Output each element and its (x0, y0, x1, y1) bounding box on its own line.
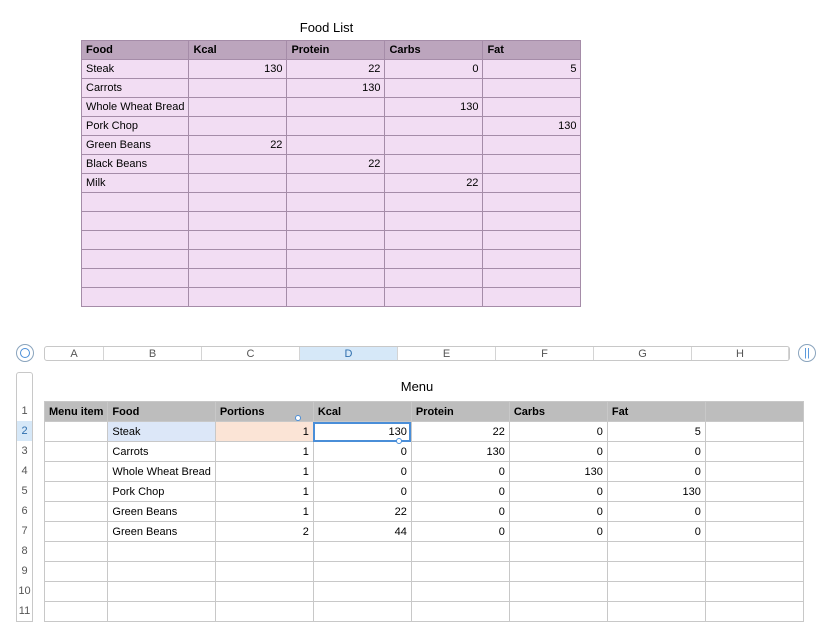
row-header-1[interactable]: 1 (21, 405, 28, 417)
table-cell[interactable] (705, 422, 803, 442)
table-cell[interactable]: 0 (385, 60, 483, 79)
table-cell[interactable] (411, 542, 509, 562)
table-cell[interactable]: 0 (509, 422, 607, 442)
table-cell[interactable] (313, 562, 411, 582)
table-cell[interactable] (82, 250, 189, 269)
column-header-bar[interactable] (44, 346, 790, 361)
table-cell[interactable]: 22 (411, 422, 509, 442)
table-cell[interactable]: 22 (313, 502, 411, 522)
table-cell[interactable]: 44 (313, 522, 411, 542)
table-cell[interactable]: Green Beans (82, 136, 189, 155)
table-cell[interactable] (82, 269, 189, 288)
header-cell[interactable]: Kcal (313, 402, 411, 422)
table-cell[interactable] (385, 136, 483, 155)
table-cell[interactable] (45, 462, 108, 482)
table-cell[interactable]: 0 (607, 462, 705, 482)
table-cell[interactable]: 0 (509, 442, 607, 462)
table-cell[interactable] (45, 582, 108, 602)
selection-handle-bottom[interactable] (396, 438, 402, 444)
table-row (45, 502, 804, 522)
header-cell[interactable]: Protein (287, 41, 385, 60)
table-cell[interactable]: 22 (189, 136, 287, 155)
table-cell[interactable] (108, 542, 215, 562)
table-row (45, 542, 804, 562)
table-cell[interactable] (82, 288, 189, 307)
row-header-10[interactable]: 10 (18, 585, 31, 597)
table-cell[interactable] (411, 562, 509, 582)
table-cell[interactable] (189, 212, 287, 231)
column-header-b[interactable]: B (104, 347, 202, 360)
table-cell[interactable] (82, 231, 189, 250)
table-cell[interactable] (483, 174, 581, 193)
row-header-3[interactable]: 3 (21, 445, 28, 457)
table-cell[interactable] (189, 231, 287, 250)
table-cell[interactable] (509, 582, 607, 602)
table-cell[interactable]: 5 (607, 422, 705, 442)
table-cell[interactable] (189, 174, 287, 193)
table-row (82, 98, 581, 117)
table-cell[interactable]: Steak (108, 422, 215, 442)
table-cell[interactable] (705, 502, 803, 522)
table-cell[interactable] (287, 269, 385, 288)
table-cell[interactable] (385, 250, 483, 269)
table-cell[interactable] (483, 155, 581, 174)
table-cell[interactable] (705, 482, 803, 502)
table-cell[interactable] (385, 288, 483, 307)
table-cell[interactable] (385, 193, 483, 212)
table-cell[interactable] (483, 79, 581, 98)
table-row (82, 212, 581, 231)
active-cell[interactable]: 130 (313, 422, 411, 442)
table-row (45, 522, 804, 542)
table-cell[interactable]: Carrots (82, 79, 189, 98)
column-header-f[interactable]: F (496, 347, 594, 360)
pause-icon[interactable]: || (798, 344, 816, 362)
row-header-4[interactable]: 4 (21, 465, 28, 477)
header-cell[interactable]: Food (108, 402, 215, 422)
table-cell[interactable] (45, 562, 108, 582)
table-cell[interactable] (705, 522, 803, 542)
table-cell[interactable]: 0 (313, 442, 411, 462)
table-cell[interactable] (287, 174, 385, 193)
table-cell[interactable] (287, 231, 385, 250)
table-cell[interactable] (189, 250, 287, 269)
table-cell[interactable]: 1 (215, 462, 313, 482)
table-row (45, 602, 804, 622)
table-cell[interactable] (45, 602, 108, 622)
food-list-title: Food List (299, 20, 354, 35)
table-cell[interactable] (287, 98, 385, 117)
table-row (82, 79, 581, 98)
table-cell[interactable] (45, 522, 108, 542)
row-header-8[interactable]: 8 (21, 545, 28, 557)
column-header-a[interactable]: A (45, 347, 104, 360)
table-cell[interactable] (411, 582, 509, 602)
table-cell[interactable] (287, 136, 385, 155)
table-cell[interactable] (483, 288, 581, 307)
table-cell[interactable] (385, 117, 483, 136)
table-row (45, 562, 804, 582)
table-cell[interactable] (215, 542, 313, 562)
table-cell[interactable] (108, 562, 215, 582)
table-cell[interactable] (215, 562, 313, 582)
table-select-icon[interactable] (16, 344, 34, 362)
table-cell[interactable] (287, 212, 385, 231)
table-cell[interactable]: Green Beans (108, 502, 215, 522)
table-cell[interactable]: 0 (411, 522, 509, 542)
table-cell[interactable] (607, 542, 705, 562)
row-header-5[interactable]: 5 (21, 485, 28, 497)
menu-table[interactable] (44, 401, 804, 622)
table-cell[interactable] (483, 98, 581, 117)
header-cell[interactable]: Fat (483, 41, 581, 60)
table-row (82, 288, 581, 307)
selection-handle-top[interactable] (295, 415, 301, 421)
column-header-e[interactable]: E (398, 347, 496, 360)
table-cell[interactable]: 130 (189, 60, 287, 79)
table-cell[interactable] (108, 582, 215, 602)
column-header-h[interactable]: H (692, 347, 789, 360)
table-cell[interactable]: 0 (313, 482, 411, 502)
column-header-g[interactable]: G (594, 347, 692, 360)
table-cell[interactable]: Green Beans (108, 522, 215, 542)
table-cell[interactable] (313, 542, 411, 562)
table-row (45, 482, 804, 502)
table-cell[interactable] (287, 288, 385, 307)
table-cell[interactable] (189, 288, 287, 307)
table-cell[interactable]: 130 (287, 79, 385, 98)
food-list-header-row (82, 41, 581, 60)
table-cell[interactable] (705, 562, 803, 582)
table-cell[interactable] (189, 155, 287, 174)
table-cell[interactable] (483, 250, 581, 269)
table-row (82, 231, 581, 250)
table-cell[interactable]: 0 (509, 482, 607, 502)
row-header-7[interactable]: 7 (21, 525, 28, 537)
table-row (45, 462, 804, 482)
header-cell[interactable]: Menu item (45, 402, 108, 422)
header-cell[interactable]: Carbs (385, 41, 483, 60)
table-cell[interactable] (287, 193, 385, 212)
table-cell[interactable]: Pork Chop (108, 482, 215, 502)
table-cell[interactable] (483, 212, 581, 231)
table-cell[interactable] (705, 542, 803, 562)
table-cell[interactable]: 22 (287, 60, 385, 79)
table-cell[interactable] (189, 117, 287, 136)
table-cell[interactable] (287, 250, 385, 269)
table-cell[interactable] (215, 602, 313, 622)
table-cell[interactable] (483, 231, 581, 250)
table-cell[interactable] (385, 155, 483, 174)
menu-title: Menu (400, 379, 434, 394)
column-header-c[interactable]: C (202, 347, 300, 360)
table-cell[interactable]: Steak (82, 60, 189, 79)
table-cell[interactable] (607, 602, 705, 622)
row-header-2[interactable]: 2 (17, 421, 32, 441)
table-cell[interactable]: 0 (411, 462, 509, 482)
table-cell[interactable]: 1 (215, 422, 313, 442)
table-cell[interactable] (82, 212, 189, 231)
table-cell[interactable] (189, 269, 287, 288)
table-cell[interactable]: Black Beans (82, 155, 189, 174)
table-cell[interactable] (385, 212, 483, 231)
table-cell[interactable] (385, 231, 483, 250)
table-cell[interactable] (509, 602, 607, 622)
table-cell[interactable]: 130 (607, 482, 705, 502)
table-row (82, 193, 581, 212)
food-list-table[interactable] (81, 40, 581, 307)
table-cell[interactable] (313, 582, 411, 602)
column-header-d[interactable]: D (300, 347, 398, 360)
table-cell[interactable]: 1 (215, 502, 313, 522)
table-cell[interactable] (313, 602, 411, 622)
table-cell[interactable] (385, 269, 483, 288)
header-cell[interactable]: Carbs (509, 402, 607, 422)
table-cell[interactable]: 0 (607, 502, 705, 522)
table-cell[interactable] (189, 98, 287, 117)
row-header-11[interactable]: 11 (18, 605, 31, 617)
table-cell[interactable]: 0 (607, 522, 705, 542)
table-cell[interactable] (45, 502, 108, 522)
table-row (45, 422, 804, 442)
table-cell[interactable] (82, 193, 189, 212)
row-header-6[interactable]: 6 (21, 505, 28, 517)
table-row (82, 174, 581, 193)
header-cell[interactable]: Protein (411, 402, 509, 422)
table-cell[interactable] (509, 562, 607, 582)
table-cell[interactable] (287, 117, 385, 136)
table-cell[interactable]: 5 (483, 60, 581, 79)
table-cell[interactable] (411, 602, 509, 622)
table-cell[interactable] (45, 422, 108, 442)
table-cell[interactable]: 130 (411, 442, 509, 462)
table-cell[interactable]: Whole Wheat Bread (108, 462, 215, 482)
table-cell[interactable] (108, 602, 215, 622)
table-cell[interactable] (45, 482, 108, 502)
menu-header-row (45, 402, 804, 422)
table-row (45, 442, 804, 462)
table-cell[interactable]: 0 (411, 482, 509, 502)
table-cell[interactable] (705, 442, 803, 462)
table-cell[interactable] (705, 582, 803, 602)
table-cell[interactable] (215, 582, 313, 602)
table-cell[interactable]: 2 (215, 522, 313, 542)
table-cell[interactable]: Milk (82, 174, 189, 193)
table-cell[interactable] (705, 462, 803, 482)
table-cell[interactable] (189, 79, 287, 98)
table-cell[interactable]: 1 (215, 482, 313, 502)
table-cell[interactable] (483, 136, 581, 155)
table-cell[interactable]: 0 (313, 462, 411, 482)
table-cell[interactable] (45, 542, 108, 562)
table-cell[interactable] (45, 442, 108, 462)
table-cell[interactable]: 0 (509, 522, 607, 542)
table-cell[interactable]: 0 (607, 442, 705, 462)
row-header-9[interactable]: 9 (21, 565, 28, 577)
table-cell[interactable]: 0 (509, 502, 607, 522)
table-cell[interactable]: Carrots (108, 442, 215, 462)
header-cell[interactable] (705, 402, 803, 422)
header-cell[interactable]: Kcal (189, 41, 287, 60)
table-row (45, 582, 804, 602)
table-row (82, 136, 581, 155)
table-row (82, 250, 581, 269)
table-cell[interactable]: 22 (287, 155, 385, 174)
table-cell[interactable]: 22 (385, 174, 483, 193)
table-cell[interactable] (607, 582, 705, 602)
table-cell[interactable] (385, 79, 483, 98)
row-header-bar[interactable] (16, 372, 33, 622)
table-cell[interactable]: Pork Chop (82, 117, 189, 136)
table-cell[interactable]: 1 (215, 442, 313, 462)
table-row (82, 117, 581, 136)
table-cell[interactable]: Whole Wheat Bread (82, 98, 189, 117)
table-cell[interactable] (483, 193, 581, 212)
table-row (82, 269, 581, 288)
table-cell[interactable] (483, 269, 581, 288)
header-cell[interactable]: Fat (607, 402, 705, 422)
table-cell[interactable]: 0 (411, 502, 509, 522)
table-cell[interactable]: 130 (385, 98, 483, 117)
header-cell[interactable]: Portions (215, 402, 313, 422)
table-cell[interactable] (607, 562, 705, 582)
table-row (82, 155, 581, 174)
table-cell[interactable]: 130 (509, 462, 607, 482)
header-cell[interactable]: Food (82, 41, 189, 60)
table-row (82, 60, 581, 79)
table-cell[interactable] (189, 193, 287, 212)
table-cell[interactable] (509, 542, 607, 562)
table-cell[interactable] (705, 602, 803, 622)
table-cell[interactable]: 130 (483, 117, 581, 136)
